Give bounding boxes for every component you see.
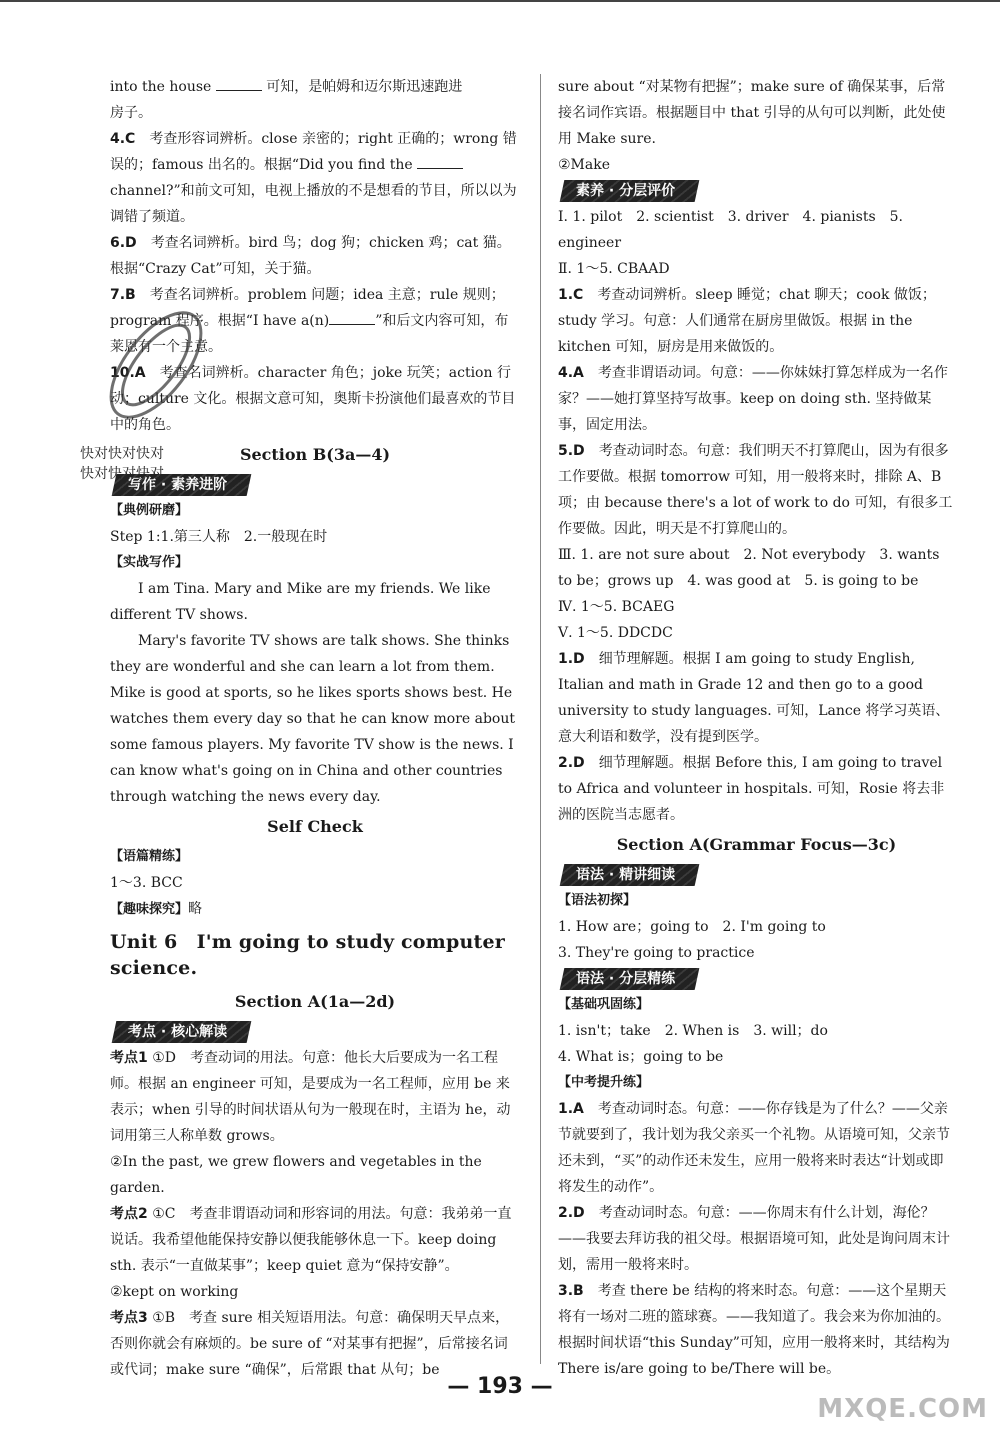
right-column (558, 74, 955, 1382)
banner-kaodian: 考点 · 核心解读 (112, 1021, 252, 1043)
left-column (110, 74, 520, 1383)
self-check-answer: 1～3. BCC (110, 875, 183, 891)
label-jichu: 【基础巩固练】 (558, 997, 650, 1012)
zhongkao-3: 3.B 考查 there be 结构的将来时态。句意：——这个星期天将有一场对二班的篮球赛。——我知道了。我会来为你加油的。根据时间状语“this Sunday”可知，应用一般将来时，其结构为 There is/are going to be/There will be。 (558, 1283, 950, 1377)
answer-line: into the house 可知，是帕姆和迈尔斯迅速跑进 (110, 74, 520, 100)
section-b-heading: Section B(3a—4) (239, 445, 391, 464)
kaodian-2: 考点2 ①C 考查非谓语动词和形容词的用法。句意：我弟弟一直说话。我希望他能保持安静以便我能够休息一下。keep doing sth. 表示“一直做某事”；keep quiet 意为“保持安静”。 (110, 1206, 512, 1274)
answer-10: 10.A 考查名词辨析。character 角色；joke 玩笑；action 行动；culture 文化。根据文意可知，奥斯卡扮演他们最喜欢的节目中的角色。 (110, 365, 516, 433)
blank-line (417, 154, 463, 169)
jichu-line-2: 4. What is；going to be (558, 1049, 724, 1065)
quwei-line: 【趣味探究】略 (110, 901, 203, 917)
part-ii: Ⅱ. 1～5. CBAAD (558, 261, 670, 277)
stamp-logo (96, 290, 216, 440)
answer-6: 6.D 考查名词辨析。bird 鸟；dog 狗；chicken 鸡；cat 猫。根据“Crazy Cat”可知，关于猫。 (110, 235, 511, 277)
section-a-heading: Section A(1a—2d) (234, 992, 396, 1011)
overlay-watermark-text: 快对快对快对 快对快对快对 (80, 446, 164, 482)
label-shizhan: 【实战写作】 (110, 555, 189, 570)
kaodian-1: 考点1 ①D 考查动词的用法。句意：他长大后要成为一名工程师。根据 an engineer 可知，是要成为一名工程师，应用 be 来表示；when 引导的时间状语从句为一般现在时，主语为 he，动词用第三人称单数 grows。 (110, 1050, 511, 1144)
banner-suyang: 素养 · 分层评价 (560, 180, 700, 202)
kaodian-3: 考点3 ①B 考查 sure 相关短语用法。句意：确保明天早点来，否则你就会有麻烦的。be sure of “对某事有把握”，后常接名词或代词；make sure “确保”，后常跟 that 从句；be (110, 1310, 510, 1378)
answer-1: 1.C 考查动词辨析。sleep 睡觉；chat 聊天；cook 做饭；study 学习。句意：人们通常在厨房里做饭。根据 in the kitchen 可知，厨房是用来做饭的。 (558, 287, 936, 355)
step-answer: Step 1:1.第三人称 2.一般现在时 (110, 529, 328, 545)
zhongkao-2: 2.D 考查动词时态。句意：——你周末有什么计划，海伦？——我要去拜访我的祖父母。根据语境可知，此处是询问周末计划，需用一般将来时。 (558, 1205, 950, 1273)
grammar-line-2: 3. They're going to practice (558, 945, 755, 961)
label-zhongkao: 【中考提升练】 (558, 1075, 650, 1090)
page-number: — 193 — (447, 1374, 553, 1399)
part-iii: Ⅲ. 1. are not sure about 2. Not everybody 3. wants to be；grows up 4. was good at 5. is going to be (558, 547, 940, 589)
banner-grammar-reading: 语法 · 精讲细读 (560, 864, 700, 886)
answer-line: sure about “对某物有把握”；make sure of 确保某事，后常接名词作宾语。根据题目中 that 引导的从句可以判断，此处使用 Make sure. (558, 79, 946, 147)
grammar-line-1: 1. How are；going to 2. I'm going to (558, 919, 826, 935)
answer-4: 4.A 考查非谓语动词。句意：——你妹妹打算怎样成为一名作家？——她打算坚持写故事。keep on doing sth. 坚持做某事，固定用法。 (558, 365, 948, 433)
part-i: Ⅰ. 1. pilot 2. scientist 3. driver 4. pianists 5. engineer (558, 209, 904, 251)
column-divider (540, 74, 541, 1364)
answer-line: ②Make (558, 157, 611, 173)
unit-title: Unit 6 I'm going to study computer science. (110, 931, 505, 979)
label-chutan: 【语法初探】 (558, 893, 637, 908)
banner-grammar-practice: 语法 · 分层精练 (560, 968, 700, 990)
banner-writing: 写作 · 素养进阶 (112, 474, 252, 496)
answer-line: 房子。 (110, 105, 152, 121)
top-border (0, 0, 1000, 2)
answer-7: 7.B 考查名词辨析。problem 问题；idea 主意；rule 规则；program 程序。根据“I have a(n) ”和后文内容可知，布莱恩有一个主意。 (110, 287, 509, 355)
answer-4: 4.C 考查形容词辨析。close 亲密的；right 正确的；wrong 错误的；famous 出名的。根据“Did you find the channel?”和前文可知，电视上播放的不是想看的节目，所以以为调错了频道。 (110, 131, 517, 225)
part-v: Ⅴ. 1～5. DDCDC (558, 625, 673, 641)
essay-paragraph-2: Mary's favorite TV shows are talk shows. She thinks they are wonderful and she can learn a lot from them. Mike is good at sports, so he likes sports shows best. He watches them every day so that he can know more about some famous players. My favorite TV show is the news. I can know what's going on in China and other countries through watching the news every day. (110, 633, 515, 805)
jichu-line-1: 1. isn't；take 2. When is 3. will；do (558, 1023, 828, 1039)
section-grammar-heading: Section A(Grammar Focus—3c) (616, 835, 897, 854)
self-check-heading: Self Check (267, 817, 363, 836)
essay-paragraph-1: I am Tina. Mary and Mike are my friends. We like different TV shows. (110, 581, 491, 623)
corner-watermark: MXQE.COM (817, 1394, 988, 1424)
blank-line (329, 310, 375, 325)
answer-5: 5.D 考查动词时态。句意：我们明天不打算爬山，因为有很多工作要做。根据 tomorrow 可知，用一般将来时，排除 A、B项；由 because there's a lot of work to do 可知，有很多工作要做。因此，明天是不打算爬山的。 (558, 443, 953, 537)
label-dianli: 【典例研磨】 (110, 503, 189, 518)
reading-1: 1.D 细节理解题。根据 I am going to study English, Italian and math in Grade 12 and then go to a good university to study languages. 可知，Lance 将学习英语、意大利语和数学，没有提到医学。 (558, 651, 950, 745)
reading-2: 2.D 细节理解题。根据 Before this, I am going to travel to Africa and volunteer in hospitals. 可知，Rosie 将去非洲的医院当志愿者。 (558, 755, 945, 823)
kaodian-1-b: ②In the past, we grew flowers and vegetables in the garden. (110, 1154, 482, 1196)
label-yupian: 【语篇精练】 (110, 849, 189, 864)
part-iv: Ⅳ. 1～5. BCAEG (558, 599, 675, 615)
zhongkao-1: 1.A 考查动词时态。句意：——你存钱是为了什么？——父亲节就要到了，我计划为我父亲买一个礼物。从语境可知，父亲节还未到，“买”的动作还未发生，应用一般将来时表达“计划或即将发生的动作”。 (558, 1101, 950, 1195)
blank-line (216, 76, 262, 91)
kaodian-2-b: ②kept on working (110, 1284, 239, 1300)
